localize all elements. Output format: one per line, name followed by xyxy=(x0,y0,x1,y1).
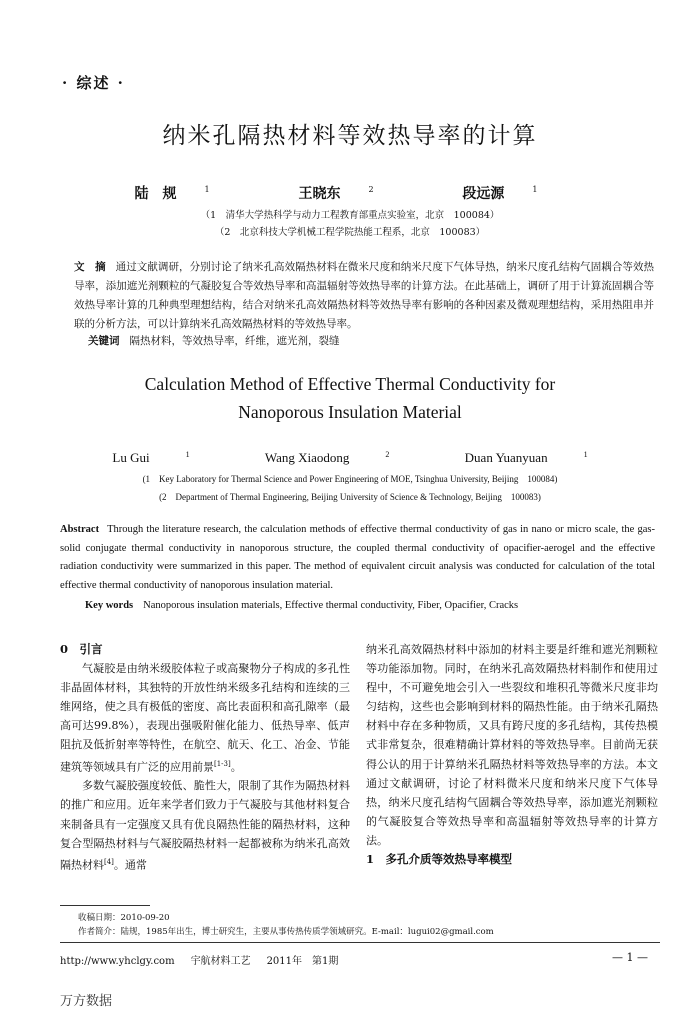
abstract-en-text: Through the literature research, the calculation methods of effective thermal conductivity of gas in nano or micro scale, the gas-solid conjugate thermal conductivity in nanoporous structure, the coupled thermal conductivity of opacifier-aerogel and the effective radiation conductivity were summarized in this paper. The method of equivalent circuit analysis was conducted for calculation of the total effective thermal conductivity of nanoporous insulation material. xyxy=(60,524,655,591)
right-column xyxy=(366,640,658,869)
affiliation-en-1: (1 Key Laboratory for Thermal Science and Power Engineering of MOE, Tsinghua University, Beijing 100084) xyxy=(142,474,558,484)
footnote-received: 收稿日期：2010-09-20 xyxy=(78,913,170,923)
author-cn-3: 段远源 $^1$ xyxy=(462,185,538,202)
abstract-cn xyxy=(74,258,654,334)
keywords-en-text: Nanoporous insulation materials, Effective thermal conductivity, Fiber, Opacifier, Cracks xyxy=(143,600,519,611)
footer-journal: 宇航材料工艺 xyxy=(190,956,251,967)
footnote-divider xyxy=(60,905,150,906)
keywords-cn xyxy=(88,333,648,348)
title-cn: 纳米孔隔热材料等效热导率的计算 xyxy=(162,123,538,149)
intro-heading: 0 引言 xyxy=(60,642,103,656)
keywords-cn-label: 关键词 xyxy=(88,335,120,347)
abstract-cn-text: 通过文献调研，分别讨论了纳米孔高效隔热材料在微米尺度和纳米尺度下气体导热，纳米尺度孔结构气固耦合等效热导率，添加遮光剂颗粒的气凝胶复合等效热导率和高温辐射等效热导率的计算方法。在此基础上，调研了用于计算流固耦合等效热导率计算的几种典型理想结构，结合对纳米孔高效隔热材料等效热导率有影响的各种因素及微观理想结构，采用热阻串并联的分析方法，可以计算纳米孔高效隔热材料的等效热导率。 xyxy=(74,261,654,330)
keywords-cn-text: 隔热材料，等效热导率，纤维，遮光剂，裂缝 xyxy=(129,335,340,347)
abstract-en-label: Abstract xyxy=(60,524,100,535)
authors-cn xyxy=(0,183,700,203)
footer-divider xyxy=(60,942,660,943)
intro-paragraph-1: 气凝胶是由纳米级胶体粒子或高聚物分子构成的多孔性非晶固体材料，其独特的开放性纳米级多孔结构和连续的三维网络，使之具有极低的密度、高比表面积和高孔隙率（最高可达99.8%），表现出强吸附催化能力、低热导率、低声阻抗及低折射率等特性，在航空、航天、化工、冶金、节能建筑等领域具有广泛的应用前景[1-3]。 xyxy=(60,662,350,774)
affiliation-cn-2: （2 北京科技大学机械工程学院热能工程系，北京 100083） xyxy=(214,227,486,238)
authors-en xyxy=(0,450,700,466)
title-en-line-2: Nanoporous Insulation Material xyxy=(238,402,462,422)
abstract-cn-label: 文 摘 xyxy=(74,261,106,273)
watermark: 万方数据 xyxy=(60,994,113,1009)
footer-issue: 2011年 第1期 xyxy=(266,956,339,967)
left-column xyxy=(60,640,350,874)
section-tag: · 综述 · xyxy=(62,74,125,92)
footer-info xyxy=(60,952,354,967)
intro-paragraph-2: 多数气凝胶强度较低、脆性大，限制了其作为隔热材料的推广和应用。近年来学者们致力于气凝胶与其他材料复合来制备具有一定强度又具有优良隔热性能的隔热材料，这种复合型隔热材料与气凝胶隔热材料一起都被称为纳米孔高效隔热材料[4]。通常 xyxy=(60,779,350,872)
section1-heading: 1 多孔介质等效热导率模型 xyxy=(366,852,513,867)
keywords-en xyxy=(85,600,655,611)
page-number: — 1 — xyxy=(612,951,648,964)
footer-url: http://www.yhclgy.com xyxy=(60,956,175,967)
title-en-line-1: Calculation Method of Effective Thermal Conductivity for xyxy=(144,374,556,394)
footnote-author: 作者简介：陆规，1985年出生，博士研究生，主要从事传热传质学领域研究。E-mail：lugui02@gmail.com xyxy=(78,927,494,937)
author-en-1: Lu Gui $^1$ xyxy=(112,450,190,466)
author-cn-2: 王晓东 $^2$ xyxy=(298,185,374,202)
right-paragraph-1: 纳米孔高效隔热材料中添加的材料主要是纤维和遮光剂颗粒等功能添加物。同时，在纳米孔高效隔热材料制作和使用过程中，不可避免地会引入一些裂纹和堆积孔等微米尺度非均匀结构，这些也会影响到材料的隔热性能。由于纳米孔隔热材料中存在多种物质，又具有跨尺度的多孔结构，其传热模式非常复杂，很难精确计算材料的等效热导率。目前尚无获得公认的用于计算纳米孔隔热材料等效热导率的方法。本文通过文献调研，讨论了材料微米尺度和纳米尺度下气体导热，纳米尺度孔结构气固耦合等效热导率，添加遮光剂颗粒的气凝胶复合等效热导率和高温辐射等效热导率的计算方法。 xyxy=(366,643,658,847)
abstract-en xyxy=(60,521,655,595)
author-cn-1: 陆 规 $^1$ xyxy=(134,185,210,202)
title-en xyxy=(0,370,700,426)
keywords-en-label: Key words xyxy=(85,600,134,611)
author-en-2: Wang Xiaodong $^2$ xyxy=(264,450,390,466)
affiliation-en-2: (2 Department of Thermal Engineering, Beijing University of Science & Technology, Beijing 100083) xyxy=(159,492,541,502)
affiliation-cn-1: （1 清华大学热科学与动力工程教育部重点实验室，北京 100084） xyxy=(200,210,500,221)
author-en-3: Duan Yuanyuan $^1$ xyxy=(464,450,588,466)
